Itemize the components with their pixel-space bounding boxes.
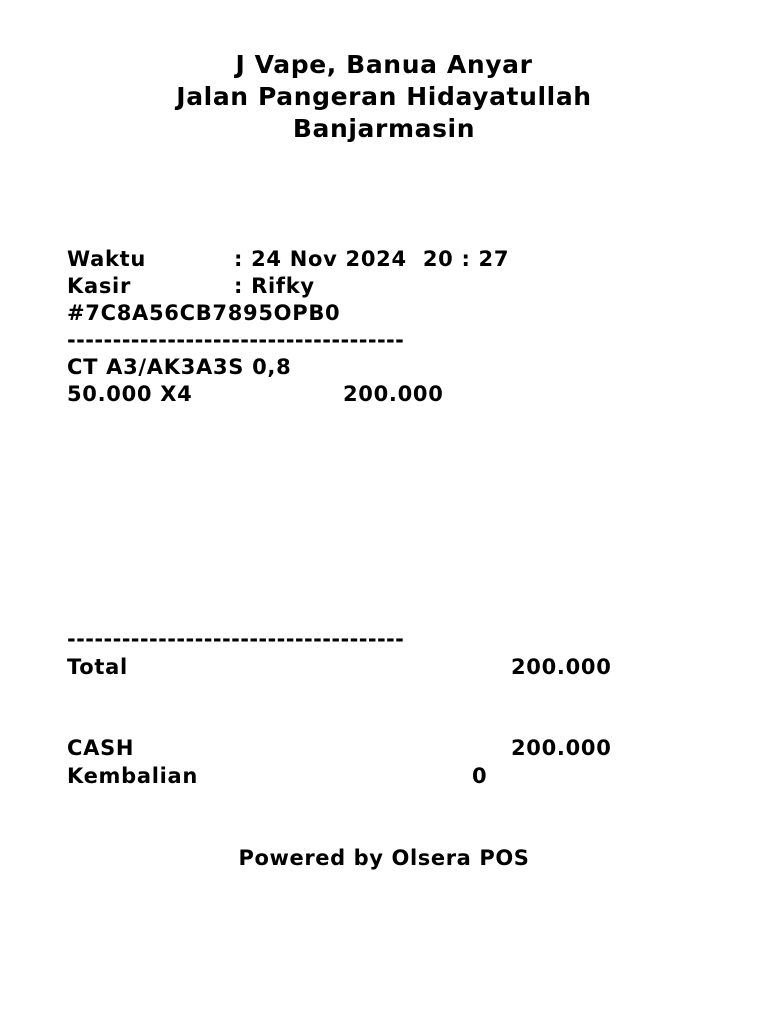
time-label: Waktu [67, 247, 147, 271]
item-name: CT A3/AK3A3S 0,8 [67, 355, 292, 379]
store-street: Jalan Pangeran Hidayatullah [176, 82, 592, 111]
receipt-id: #7C8A56CB7895OPB0 [67, 301, 341, 325]
powered-by: Powered by Olsera POS [238, 846, 530, 870]
change-label: Kembalian [67, 764, 199, 788]
total-label: Total [67, 655, 128, 679]
payment-value: 200.000 [511, 736, 612, 760]
cashier-label: Kasir [67, 274, 131, 298]
divider-top: ------------------------------------- [67, 328, 405, 352]
store-city: Banjarmasin [292, 114, 476, 143]
cashier-value: : Rifky [234, 274, 315, 298]
divider-bottom: ------------------------------------- [67, 627, 405, 651]
item-price-qty: 50.000 X4 [67, 382, 193, 406]
item-subtotal: 200.000 [343, 382, 444, 406]
store-name: J Vape, Banua Anyar [235, 50, 533, 79]
payment-label: CASH [67, 736, 135, 760]
change-value: 0 [472, 764, 488, 788]
total-value: 200.000 [511, 655, 612, 679]
time-value: : 24 Nov 2024 20 : 27 [234, 247, 510, 271]
